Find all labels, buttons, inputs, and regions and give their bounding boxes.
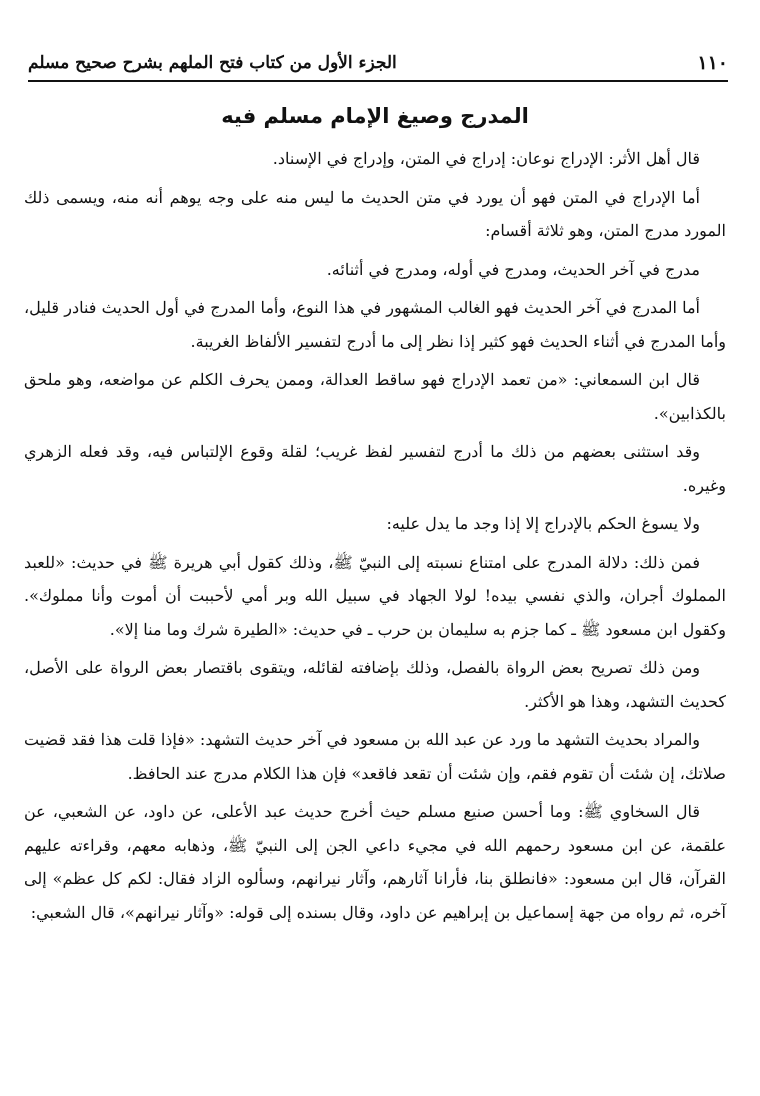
paragraph: مدرج في آخر الحديث، ومدرج في أوله، ومدرج في أثنائه. <box>326 259 700 279</box>
paragraph: قال السخاوي ﷺ: وما أحسن صنيع مسلم حيث أخرج حديث عبد الأعلى، عن داود، عن الشعبي، عن علقمة، عن ابن مسعود رحمهم الله في مجيء داعي الجن إلى النبيّ ﷺ، وذهابه معهم، وقراءته عليهم القرآن، قال ابن مسعود: «فانطلق بنا، فأرانا آثارهم، وآثار نيرانهم، وسألوه الزاد فقال: لكم كل عظم» إلى آخره، ثم رواه من جهة إسماعيل بن إبراهيم عن داود، وقال بسنده إلى قوله: «وآثار نيرانهم»، قال الشعبي: <box>24 802 726 922</box>
paragraph: فمن ذلك: دلالة المدرج على امتناع نسبته إلى النبيّ ﷺ، وذلك كقول أبي هريرة ﷺ في حديث: «للعبد المملوك أجران، والذي نفسي بيده! لولا الجهاد في سبيل الله وبر أمي لأحببت أن أموت وأنا مملوك». وكقول ابن مسعود ﷺ ـ كما جزم به سليمان بن حرب ـ في حديث: «الطيرة شرك وما منا إلا». <box>24 552 726 639</box>
paragraph: والمراد بحديث التشهد ما ورد عن عبد الله بن مسعود في آخر حديث التشهد: «فإذا قلت هذا فقد قضيت صلاتك، إن شئت أن تقوم فقم، وإن شئت أن تقعد فاقعد» فإن هذا الكلام مدرج عند الحافظ. <box>24 730 726 783</box>
paragraph: قال ابن السمعاني: «من تعمد الإدراج فهو ساقط العدالة، وممن يحرف الكلم عن مواضعه، وهو ملحق بالكذابين». <box>24 370 726 423</box>
paragraph: أما الإدراج في المتن فهو أن يورد في متن الحديث ما ليس منه على وجه يوهم أنه منه، ويسمى ذلك المورد مدرج المتن، وهو ثلاثة أقسام: <box>24 187 726 240</box>
section-title: المدرج وصيغ الإمام مسلم فيه <box>221 104 529 128</box>
paragraph: قال أهل الأثر: الإدراج نوعان: إدراج في المتن، وإدراج في الإسناد. <box>272 149 700 168</box>
paragraph: ولا يسوغ الحكم بالإدراج إلا إذا وجد ما يدل عليه: <box>386 514 700 533</box>
page-content <box>24 98 726 934</box>
page-number: ١١٠ <box>697 52 728 74</box>
paragraph: أما المدرج في آخر الحديث فهو الغالب المشهور في هذا النوع، وأما المدرج في أول الحديث فنادر قليل، وأما المدرج في أثناء الحديث فهو كثير إذا نظر إلى ما أدرج لتفسير الألفاظ الغريبة. <box>24 298 726 351</box>
page-header <box>28 46 728 82</box>
paragraph: وقد استثنى بعضهم من ذلك ما أدرج لتفسير لفظ غريب؛ لقلة وقوع الإلتباس فيه، وقد فعله الزهري وغيره. <box>24 442 726 495</box>
running-title: الجزء الأول من كتاب فتح الملهم بشرح صحيح مسلم <box>28 53 397 73</box>
paragraph: ومن ذلك تصريح بعض الرواة بالفصل، وذلك بإضافته لقائله، ويتقوى باقتصار بعض الرواة على الأصل، كحديث التشهد، وهذا هو الأكثر. <box>24 658 726 711</box>
